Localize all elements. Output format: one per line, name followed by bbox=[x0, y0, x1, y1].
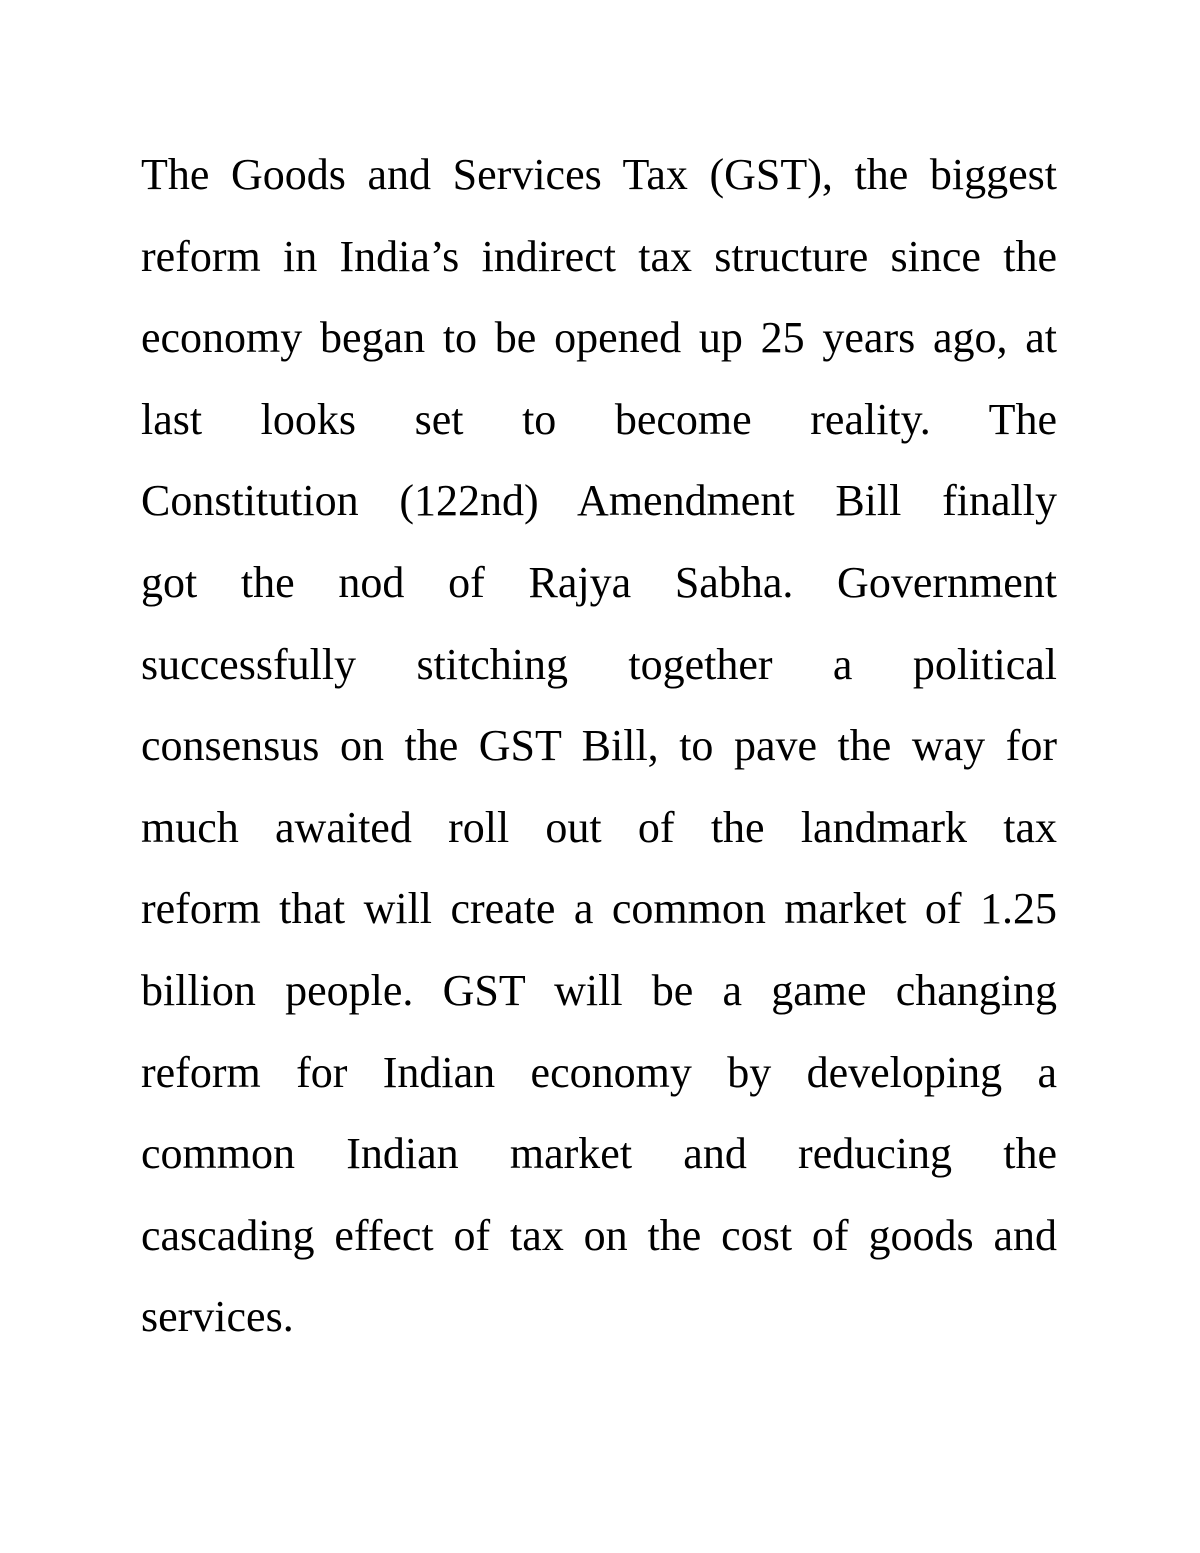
paragraph-line: reform for Indian economy by developing a bbox=[141, 1047, 1057, 1097]
paragraph-line: billion people. GST will be a game changing bbox=[141, 965, 1057, 1015]
paragraph-line: last looks set to become reality. The bbox=[141, 394, 1057, 444]
paragraph-line: consensus on the GST Bill, to pave the way for bbox=[141, 721, 1057, 771]
paragraph-line: Constitution (122nd) Amendment Bill finally bbox=[141, 476, 1057, 526]
paragraph-line: The Goods and Services Tax (GST), the biggest bbox=[141, 150, 1057, 199]
body-paragraph bbox=[141, 134, 1057, 1358]
paragraph-line: common Indian market and reducing the bbox=[141, 1129, 1057, 1179]
paragraph-line: successfully stitching together a political bbox=[141, 639, 1057, 689]
paragraph-line: much awaited roll out of the landmark tax bbox=[141, 802, 1057, 852]
paragraph-line: got the nod of Rajya Sabha. Government bbox=[141, 557, 1057, 607]
paragraph-line: reform that will create a common market of 1.25 bbox=[141, 884, 1057, 934]
paragraph-line: reform in India’s indirect tax structure since the bbox=[141, 231, 1057, 281]
paragraph-line: economy began to be opened up 25 years ago, at bbox=[141, 313, 1057, 363]
paragraph-line: cascading effect of tax on the cost of goods and bbox=[141, 1210, 1057, 1260]
paragraph-line: services. bbox=[141, 1292, 294, 1342]
